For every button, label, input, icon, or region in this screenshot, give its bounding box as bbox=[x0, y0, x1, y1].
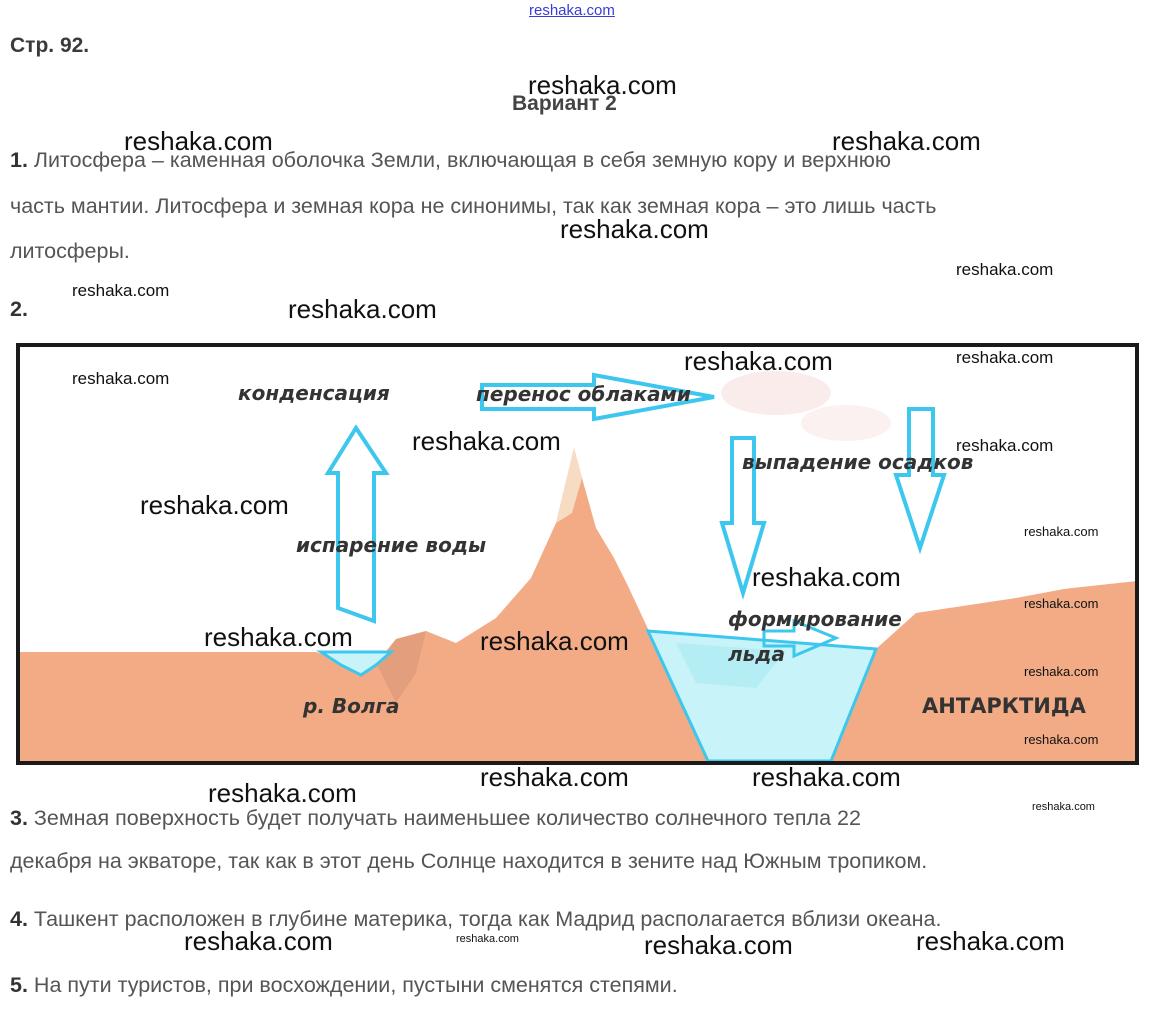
answer-1-number: 1. bbox=[10, 148, 28, 172]
watermark: reshaka.com bbox=[412, 426, 561, 456]
watermark: reshaka.com bbox=[140, 490, 289, 520]
answer-5-number: 5. bbox=[10, 973, 28, 997]
watermark: reshaka.com bbox=[528, 70, 677, 100]
watermark: reshaka.com bbox=[752, 762, 901, 792]
watermark: reshaka.com bbox=[480, 762, 629, 792]
watermark: reshaka.com bbox=[72, 281, 170, 300]
answer-3-line-1 bbox=[10, 796, 861, 841]
answer-1-text: Литосфера – каменная оболочка Земли, включающая в себя земную кору и верхнюю bbox=[33, 148, 891, 172]
label-volga: р. Волга bbox=[303, 694, 400, 718]
watermark: reshaka.com bbox=[644, 930, 793, 960]
watermark: reshaka.com bbox=[184, 926, 333, 956]
site-link[interactable]: reshaka.com bbox=[529, 2, 615, 19]
watermark: reshaka.com bbox=[1032, 801, 1095, 813]
label-antarctica: АНТАРКТИДА bbox=[922, 694, 1086, 718]
answer-1-line-3: литосферы. bbox=[10, 239, 130, 263]
answer-3-text: Земная поверхность будет получать наименьшее количество солнечного тепла 22 bbox=[33, 806, 861, 830]
cloud-shape bbox=[721, 371, 831, 415]
answer-4-text: Ташкент расположен в глубине материка, тогда как Мадрид располагается вблизи океана. bbox=[33, 907, 942, 931]
watermark: reshaka.com bbox=[288, 294, 437, 324]
watermark: reshaka.com bbox=[1024, 524, 1099, 539]
variant-heading: Вариант 2 bbox=[512, 92, 617, 115]
label-evaporation: испарение воды bbox=[296, 533, 487, 557]
label-ice-formation-1: формирование bbox=[728, 607, 902, 631]
answer-3-line-2: декабря на экваторе, так как в этот день Солнце находится в зените над Южным тропиком. bbox=[10, 849, 928, 873]
page-reference: Стр. 92. bbox=[10, 34, 90, 57]
watermark: reshaka.com bbox=[1024, 664, 1099, 679]
answer-2-line bbox=[10, 287, 28, 332]
watermark: reshaka.com bbox=[1024, 732, 1099, 747]
watermark: reshaka.com bbox=[956, 260, 1054, 279]
watermark: reshaka.com bbox=[956, 348, 1054, 367]
watermark: reshaka.com bbox=[1024, 596, 1099, 611]
label-cloud-transfer: перенос облаками bbox=[476, 382, 691, 406]
watermark: reshaka.com bbox=[480, 626, 629, 656]
water-cycle-diagram bbox=[16, 343, 1139, 765]
watermark: reshaka.com bbox=[916, 926, 1065, 956]
watermark: reshaka.com bbox=[752, 562, 901, 592]
answer-1-line-2: часть мантии. Литосфера и земная кора не синонимы, так как земная кора – это лишь часть bbox=[10, 194, 937, 218]
answer-5-line-1 bbox=[10, 963, 678, 1008]
watermark: reshaka.com bbox=[832, 126, 981, 156]
watermark: reshaka.com bbox=[124, 126, 273, 156]
label-ice-formation-2: льда bbox=[728, 642, 785, 666]
cloud-shape bbox=[801, 405, 891, 441]
label-precipitation: выпадение осадков bbox=[742, 450, 974, 474]
watermark: reshaka.com bbox=[204, 622, 353, 652]
answer-2-number: 2. bbox=[10, 297, 28, 321]
watermark: reshaka.com bbox=[956, 436, 1054, 455]
watermark: reshaka.com bbox=[72, 369, 170, 388]
answer-3-number: 3. bbox=[10, 806, 28, 830]
label-condensation: конденсация bbox=[238, 381, 390, 405]
watermark: reshaka.com bbox=[456, 933, 519, 945]
answer-4-number: 4. bbox=[10, 907, 28, 931]
watermark: reshaka.com bbox=[684, 346, 833, 376]
answer-5-text: На пути туристов, при восхождении, пустыни сменятся степями. bbox=[33, 973, 678, 997]
watermark: reshaka.com bbox=[208, 778, 357, 808]
watermark: reshaka.com bbox=[560, 214, 709, 244]
